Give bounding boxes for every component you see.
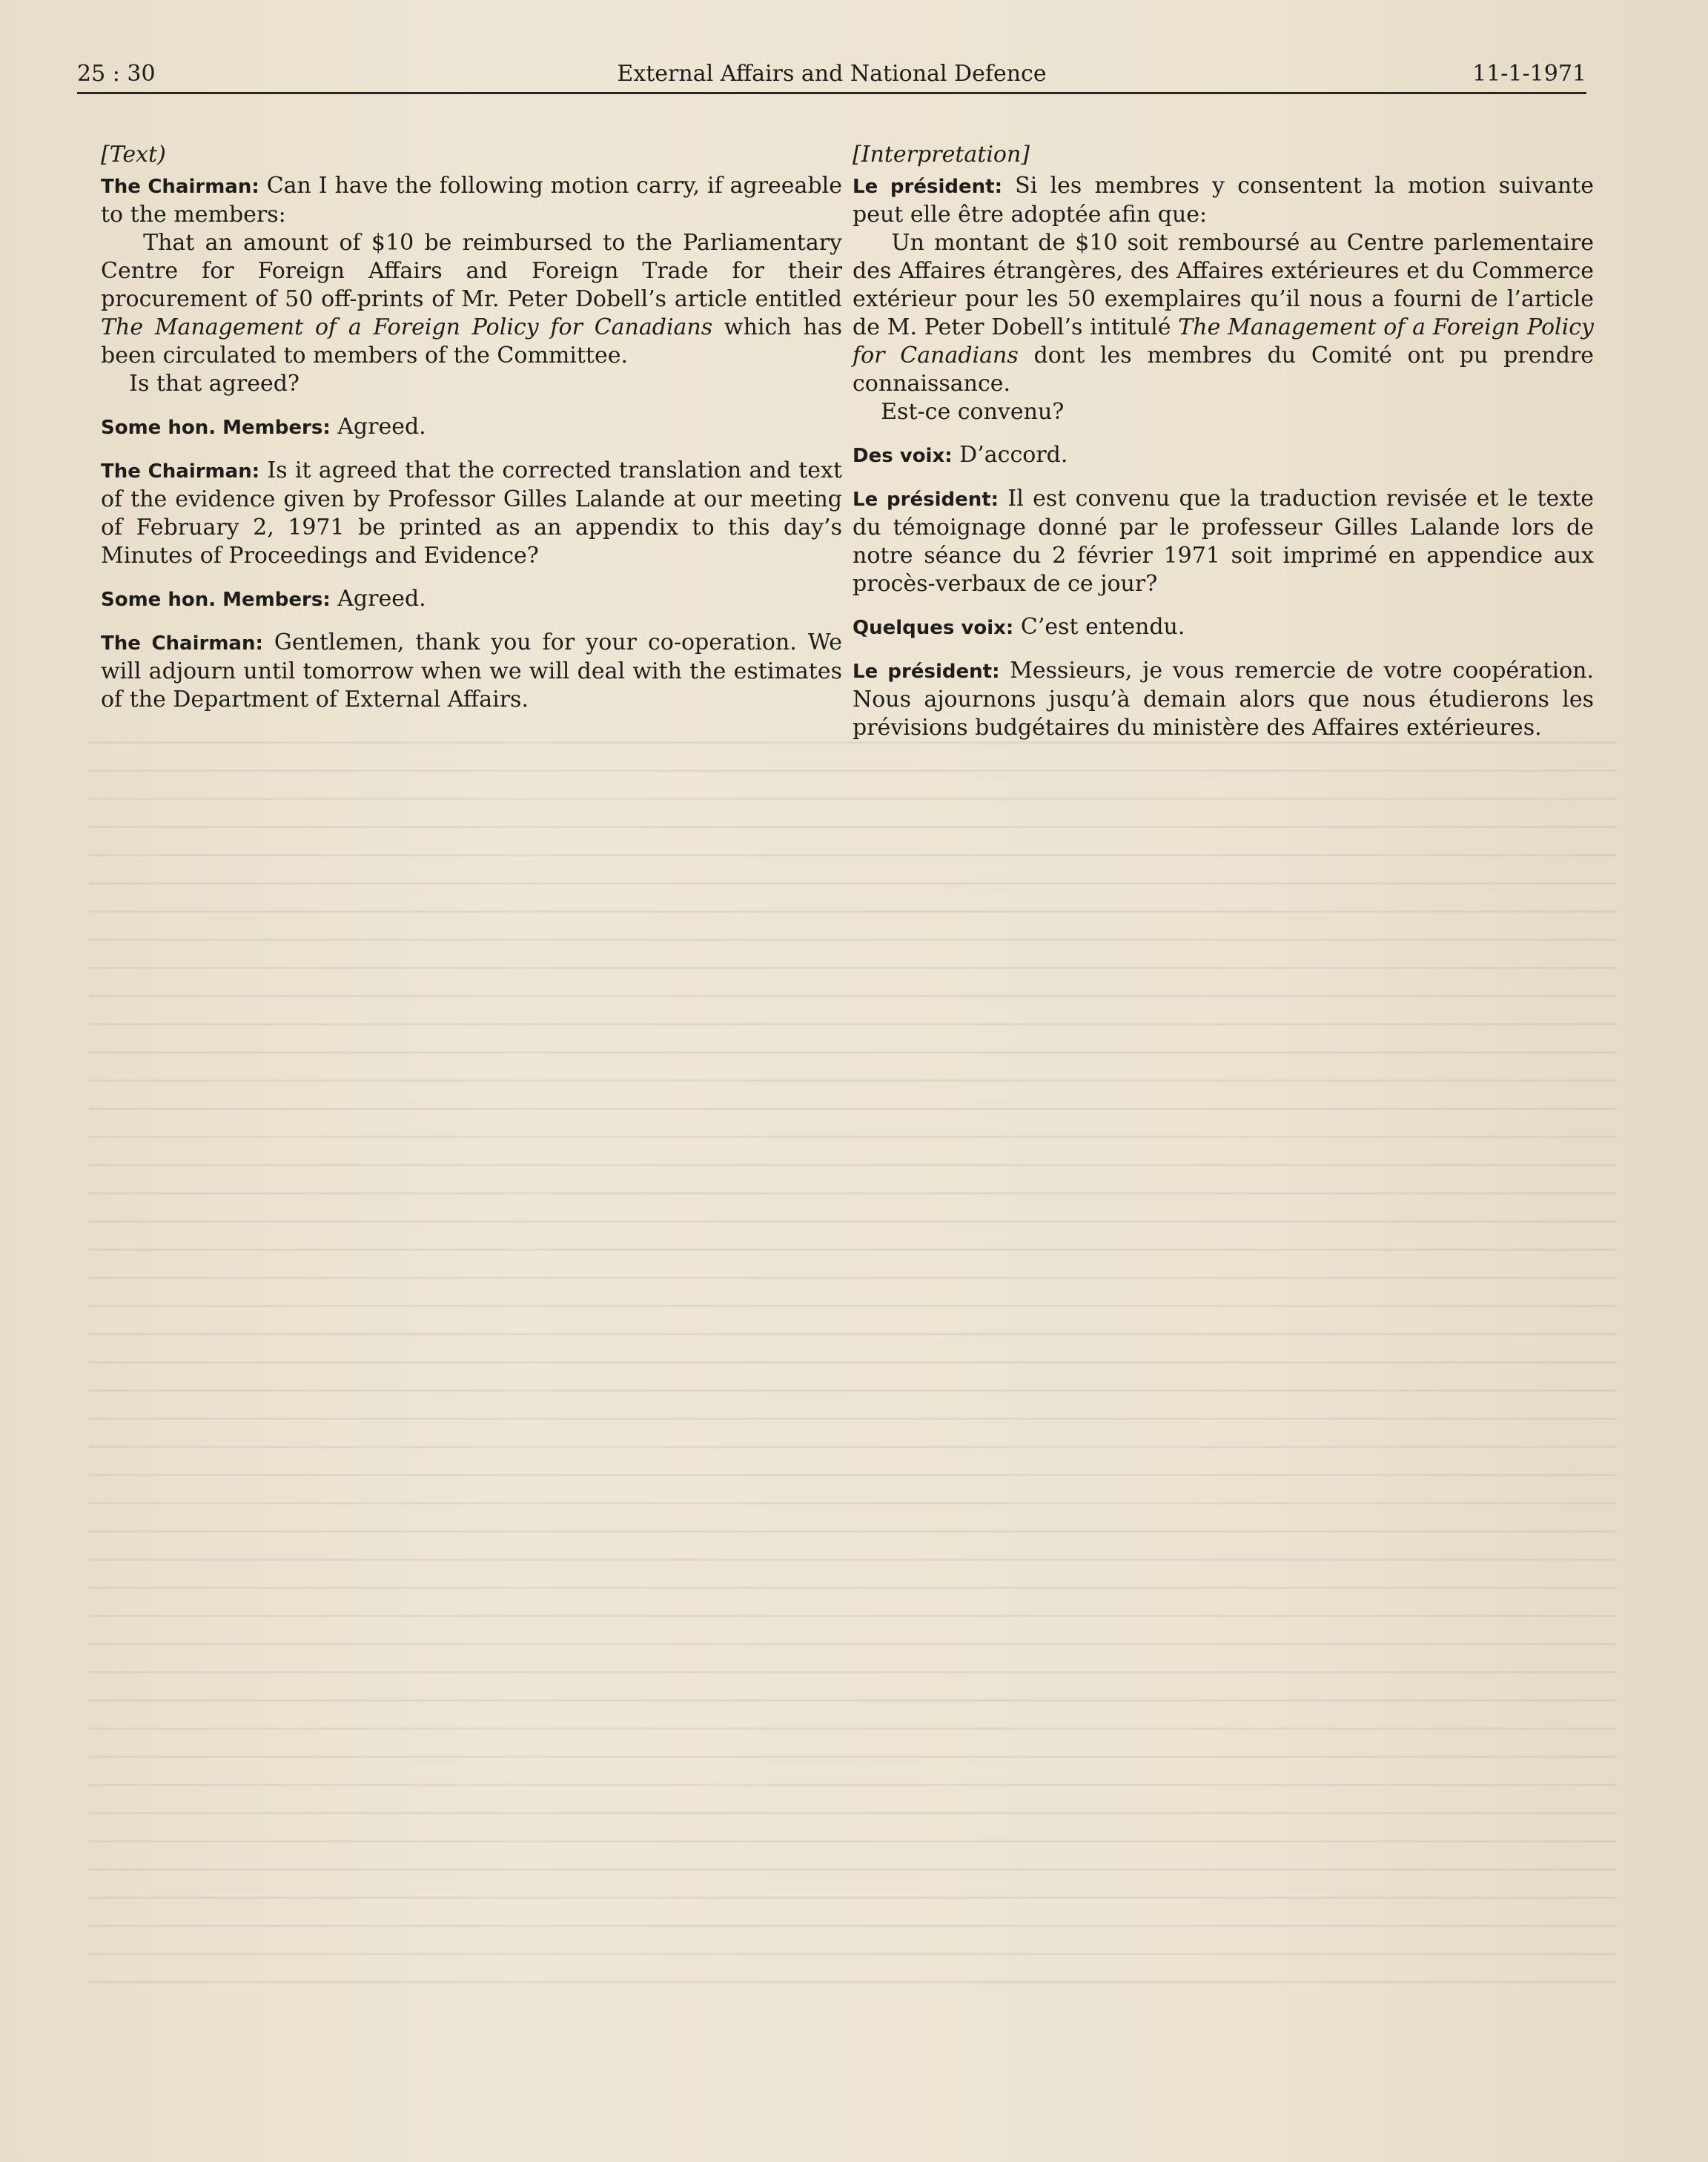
header-title: External Affairs and National Defence bbox=[617, 61, 1047, 87]
speaker-label: Le président: bbox=[853, 661, 1000, 683]
motion-part-a: That an amount of $10 be reimbursed to the Parliamentary Centre for Foreign Affairs and Foreign Trade for their procurement of 50 off-prints of Mr. Peter Dobell’s article entitled bbox=[101, 230, 842, 312]
question-line bbox=[853, 398, 1594, 426]
header-date: 11-1-1971 bbox=[1472, 61, 1586, 87]
speaker-label: Des voix: bbox=[853, 445, 953, 467]
chairman-statement bbox=[101, 172, 842, 229]
statement-text: Il est convenu que la traduction revisée et le texte du témoignage donné par le professeur Gilles Lalande lors de notre séance du 2 février 1971 soit imprimé en appendice aux procès-verbaux de ce jour? bbox=[853, 486, 1595, 597]
speaker-label: The Chairman: bbox=[101, 176, 259, 198]
members-response bbox=[101, 413, 842, 442]
statement-text: Agreed. bbox=[330, 414, 426, 440]
members-response bbox=[853, 613, 1594, 642]
speaker-label: Some hon. Members: bbox=[101, 589, 331, 611]
motion-text bbox=[101, 229, 842, 370]
motion-part-b: which has been circulated to members of the Committee. bbox=[101, 314, 842, 368]
section-tag: [Interpretation] bbox=[853, 142, 1030, 168]
president-statement bbox=[853, 172, 1594, 229]
article-title: The Management of a Foreign Policy for Canadians bbox=[853, 314, 1594, 368]
question-text: Is that agreed? bbox=[129, 371, 300, 397]
chairman-statement bbox=[101, 629, 842, 714]
statement-text: Messieurs, je vous remercie de votre coopération. Nous ajournons jusqu’à demain alors que nous étudierons les prévisions budgétaires du ministère des Affaires extérieures. bbox=[853, 658, 1594, 741]
running-header bbox=[77, 56, 1586, 92]
speaker-label: The Chairman: bbox=[101, 632, 263, 655]
article-title: The Management of a Foreign Policy for Canadians bbox=[101, 314, 713, 340]
header-rule bbox=[77, 92, 1586, 94]
show-through-texture bbox=[89, 741, 1616, 2002]
statement-text: C’est entendu. bbox=[1013, 614, 1185, 640]
page-number: 25 : 30 bbox=[77, 61, 156, 87]
members-response bbox=[101, 585, 842, 614]
speaker-label: Le président: bbox=[853, 489, 999, 511]
english-column bbox=[101, 141, 842, 729]
question-text: Est-ce convenu? bbox=[881, 399, 1065, 425]
statement-text: Can I have the following motion carry, if agreeable to the members: bbox=[101, 173, 842, 228]
motion-part-a: Un montant de $10 soit remboursé au Centre parlementaire des Affaires étrangères, des Affaires extérieures et du Commerce extérieur pour les 50 exemplaires qu’il nous a fourni de l’article de M. Peter Dobell’s intitulé bbox=[853, 230, 1594, 340]
members-response bbox=[853, 441, 1594, 470]
question-line bbox=[101, 370, 842, 398]
motion-part-b: dont les membres du Comité ont pu prendre connaissance. bbox=[853, 343, 1595, 397]
president-statement bbox=[853, 657, 1594, 742]
president-statement bbox=[853, 485, 1594, 598]
statement-text: Agreed. bbox=[330, 586, 426, 612]
statement-text: Gentlemen, thank you for your co-operation. We will adjourn until tomorrow when we will deal with the estimates of the Department of External Affairs. bbox=[101, 629, 842, 713]
statement-text: Si les membres y consentent la motion suivante peut elle être adoptée afin que: bbox=[853, 173, 1594, 228]
french-column bbox=[853, 141, 1594, 757]
speaker-label: Le président: bbox=[853, 176, 1002, 198]
motion-text bbox=[853, 229, 1594, 398]
section-tag: [Text) bbox=[101, 142, 166, 168]
speaker-label: Quelques voix: bbox=[853, 617, 1014, 639]
chairman-statement bbox=[101, 457, 842, 570]
statement-text: D’accord. bbox=[952, 442, 1068, 468]
statement-text: Is it agreed that the corrected translation and text of the evidence given by Professor Gilles Lalande at our meeting of February 2, 1971 be printed as an appendix to this day’s Minutes of Proceedings and Evidence? bbox=[101, 457, 842, 569]
speaker-label: Some hon. Members: bbox=[101, 417, 331, 439]
speaker-label: The Chairman: bbox=[101, 460, 260, 483]
